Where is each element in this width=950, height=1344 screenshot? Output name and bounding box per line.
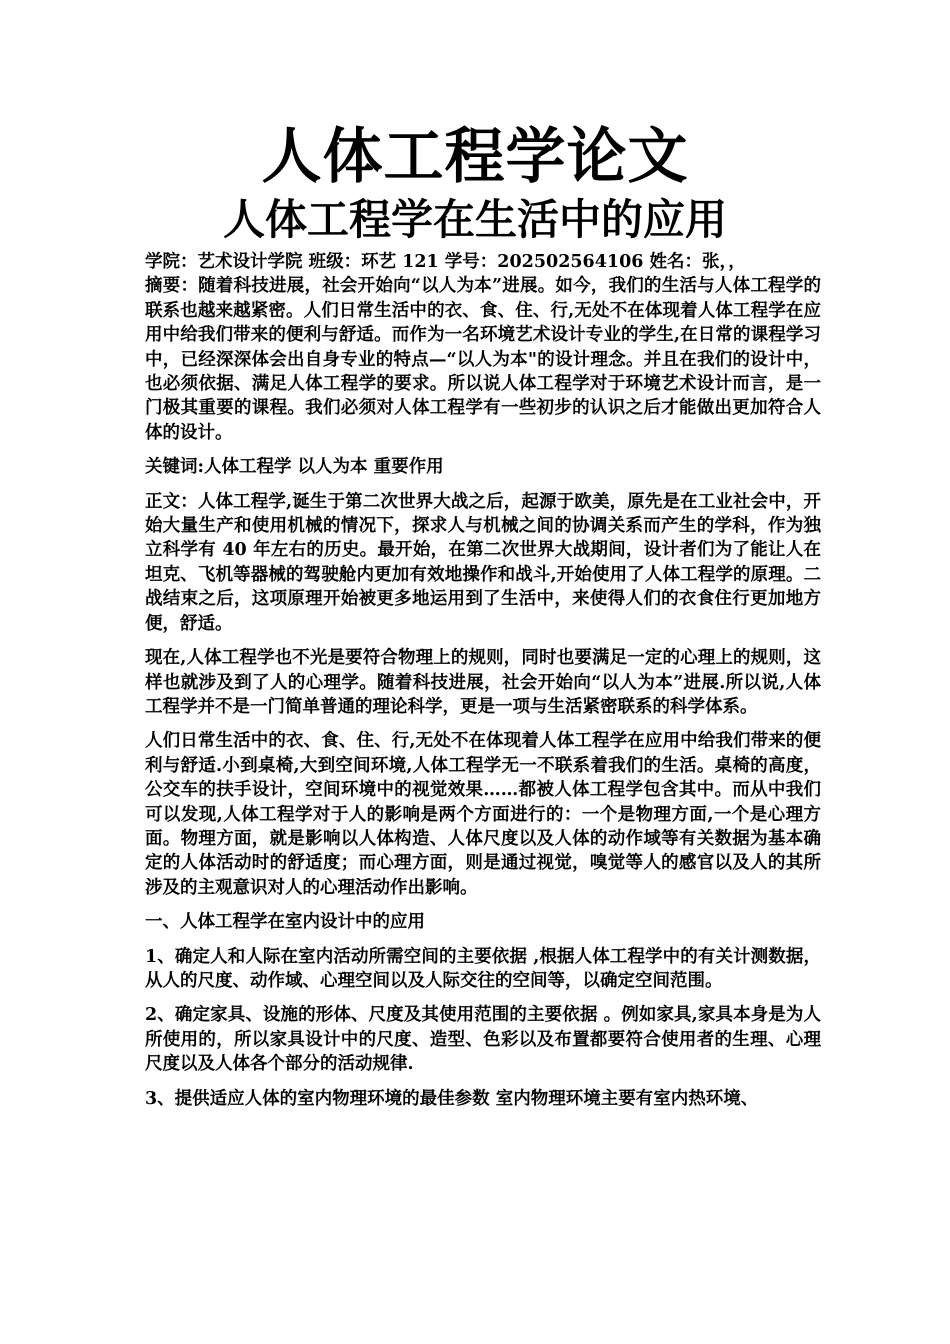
document-subtitle: 人体工程学在生活中的应用 (222, 195, 727, 244)
section-heading-1: 一、人体工程学在室内设计中的应用 (145, 912, 425, 933)
document-body (145, 250, 821, 1111)
author-info-line: 学院：艺术设计学院 班级：环艺 121 学号：202502564106 姓名：张，， (145, 252, 746, 272)
body-paragraph-3: 人们日常生活中的衣、食、住、行,无处不在体现着人体工程学在应用中给我们带来的便利与舒适.小到桌椅,大到空间环境,人体工程学无一不联系着我们的生活。桌椅的高度，公交车的扶手设计，空间环境中的视觉效果……都被人体工程学包含其中。而从中我们可以发现,人体工程学对于人的影响是两个方面进行的：一个是物理方面,一个是心理方面。物理方面，就是影响以人体构造、人体尺度以及人体的动作域等有关数据为基本确定的人体活动时的舒适度；而心理方面，则是通过视觉，嗅觉等人的感官以及人的其所涉及的主观意识对人的心理活动作出影响。 (145, 731, 821, 898)
list-item-2: 2、确定家具、设施的形体、尺度及其使用范围的主要依据 。例如家具,家具本身是为人所使用的，所以家具设计中的尺度、造型、色彩以及布置都要符合使用者的生理、心理尺度以及人体各个部分的活动规律. (145, 1005, 821, 1075)
abstract-paragraph: 摘要：随着科技进展，社会开始向“以人为本”进展。如今，我们的生活与人体工程学的联系也越来越紧密。人们日常生活中的衣、食、住、行,无处不在体现着人体工程学在应用中给我们带来的便利与舒适。而作为一名环境艺术设计专业的学生,在日常的课程学习中，已经深深体会出自身专业的特点—“以人为本"的设计理念。并且在我们的设计中，也必须依据、满足人体工程学的要求。所以说人体工程学对于环境艺术设计而言，是一门极其重要的课程。我们必须对人体工程学有一些初步的认识之后才能做出更加符合人体的设计。 (145, 276, 821, 443)
list-item-3: 3、提供适应人体的室内物理环境的最佳参数 室内物理环境主要有室内热环境、 (145, 1088, 759, 1109)
document-title: 人体工程学论文 (261, 122, 689, 192)
keywords-line: 关键词:人体工程学 以人为本 重要作用 (145, 457, 444, 478)
body-paragraph-2: 现在,人体工程学也不光是要符合物理上的规则，同时也要满足一定的心理上的规则，这样也就涉及到了人的心理学。随着科技进展，社会开始向“以人为本”进展.所以说,人体工程学并不是一门简单普通的理论科学，更是一项与生活紧密联系的科学体系。 (145, 648, 821, 717)
body-paragraph-1: 正文：人体工程学,诞生于第二次世界大战之后，起源于欧美，原先是在工业社会中，开始大量生产和使用机械的情况下，探求人与机械之间的协调关系而产生的学科，作为独立科学有 40 年左右的历史。最开始，在第二次世界大战期间，设计者们为了能让人在坦克、飞机等器械的驾驶舱内更加有效地操作和战斗,开始使用了人体工程学的原理。二战结束之后，这项原理开始被更多地运用到了生活中，来使得人们的衣食住行更加地方便，舒适。 (145, 491, 821, 634)
list-item-1: 1、确定人和人际在室内活动所需空间的主要依据 ,根据人体工程学中的有关计测数据，从人的尺度、动作域、心理空间以及人际交往的空间等，以确定空间范围。 (145, 946, 821, 991)
